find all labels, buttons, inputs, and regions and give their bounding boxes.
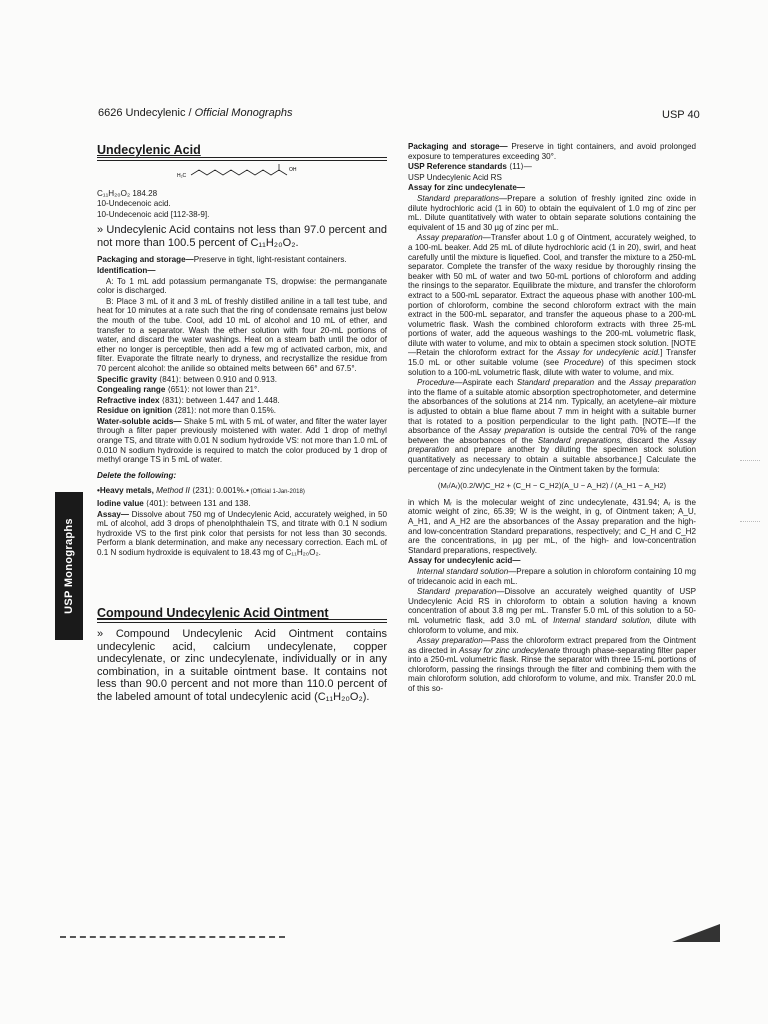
residue-on-ignition: Residue on ignition ⟨281⟩: not more than 0.15%.: [97, 406, 277, 416]
monograph-definition-2: » Compound Undecylenic Acid Ointment contains undecylenic acid, calcium undecylenate, copper undecylenate, or zinc undecylenate, individually or in any combination, in a suitable ointment base. It contains not less than 90.0 percent and not more than 110.0 percent of the labeled amount of total undecylenic acid (C₁₁H₂₀O₂).: [97, 628, 387, 703]
reference-item: USP Undecylenic Acid RS: [408, 172, 502, 182]
iodine-value: Iodine value ⟨401⟩: between 131 and 138.: [97, 499, 251, 509]
page-bottom-rule: [60, 936, 285, 938]
assay-preparation-2: Assay preparation—Pass the chloroform extract prepared from the Ointment as directed in Assay for zinc undecylenate through phase-separating filter paper into a 250-mL volumetric flask. Rinse the separator with three 15-mL portions of chloroform, passing the rinsings through the filter and combining them with the main chloroform solution, add chloroform to volume, and mix. Transfer 20.0 mL of this so-: [408, 636, 697, 694]
reference-standards: USP Reference standards ⟨11⟩—: [408, 162, 532, 172]
standard-preparation: Standard preparation—Dissolve an accurately weighed quantity of USP Undecylenic Acid RS in chloroform to obtain a solution having a known concentration of about 3.8 mg per mL. Transfer 5.0 mL of this solution to a 50-mL volumetric flask, add 3.0 mL of Internal standard solution, dilute with chloroform to volume, and mix.: [408, 587, 697, 635]
monograph-title-2: Compound Undecylenic Acid Ointment: [97, 609, 387, 621]
assay: Assay— Dissolve about 750 mg of Undecylenic Acid, accurately weighed, in 50 mL of alcohol, add 3 drops of phenolphthalein TS, and titrate with 0.1 N sodium hydroxide VS to the first pink color that persists for not less than 30 seconds. Perform a blank determination, and make any necessary correction. Each mL of 0.1 N sodium hydroxide is equivalent to 18.43 mg of C₁₁H₂₀O₂.: [97, 509, 387, 557]
packaging-section: Packaging and storage— Preserve in tight containers, and avoid prolonged exposure to temperatures exceeding 30°.: [408, 142, 696, 161]
formula-line: 10-Undecenoic acid [112-38-9].: [97, 209, 210, 219]
water-soluble-acids: Water-soluble acids— Shake 5 mL with 5 mL of water, and filter the water layer through a filter paper previously moistened with water. Add 1 drop of methyl orange TS, and titrate with 0.01 N sodium hydroxide VS: not more than 1.0 mL of 0.010 N sodium hydroxide is required to match the color produced by 1 drop of methyl orange TS in 5 mL of water.: [97, 416, 387, 465]
monograph-title: Undecylenic Acid: [97, 146, 387, 158]
chemical-structure: [97, 161, 387, 189]
undecylenic-assay-heading: Assay for undecylenic acid—: [408, 556, 521, 566]
zinc-assay-heading: Assay for zinc undecylenate—: [408, 183, 525, 193]
structure-label-left: H₂C: [177, 172, 187, 179]
section-tab-label: USP Monographs: [63, 518, 76, 614]
standard-preparations: Standard preparations—Prepare a solution of freshly ignited zinc oxide in dilute hydrochloric acid (1 in 60) to obtain the equivalent of 1.0 mg of zinc per mL. Dilute quantitatively with water to obtain separate solutions containing the equivalent of 15 and 30 µg of zinc per mL.: [408, 193, 696, 232]
running-header: [98, 107, 292, 119]
identification-a: A: To 1 mL add potassium permanganate TS, dropwise: the permanganate color is discharged.: [97, 276, 387, 296]
header-text: 6626 Undecylenic /: [98, 107, 195, 119]
left-column: [97, 143, 387, 709]
corner-scan-mark-icon: [672, 922, 720, 942]
identification-heading: Identification—: [97, 265, 156, 275]
formula-line: C₁₁H₂₀O₂ 184.28: [97, 188, 158, 198]
running-header-right: USP 40: [662, 109, 700, 121]
heavy-metals: •Heavy metals, Method II ⟨231⟩: 0.001%.• (Official 1-Jan-2018): [97, 486, 305, 496]
refractive-index: Refractive index ⟨831⟩: between 1.447 and 1.448.: [97, 395, 280, 405]
structure-label-right: OH: [289, 166, 297, 173]
header-italic: Official Monographs: [194, 107, 293, 119]
margin-marks: [740, 460, 760, 522]
formula-line: 10-Undecenoic acid.: [97, 199, 171, 209]
delete-note: Delete the following:: [97, 470, 177, 480]
procedure: Procedure—Aspirate each Standard preparation and the Assay preparation into the flame of a suitable atomic absorption spectrophotometer, and determine the absorbances of the solutions at 214 nm. Typically, an acetylene–air mixture is adjusted to obtain a blue flame about 7 mm in height with a suitable burner that is rotated to a position perpendicular to the light path. [NOTE—If the absorbance of the Assay preparation is outside the central 70% of the range between the absorbances of the Standard preparations, discard the Assay preparation and prepare another by diluting the specimen stock solution quantitatively as necessary to obtain a suitable absorbance.] Calculate the percentage of zinc undecylenate in the Ointment taken by the formula:: [408, 378, 696, 474]
monograph-definition: » Undecylenic Acid contains not less than 97.0 percent and not more than 100.5 percent of C₁₁H₂₀O₂.: [97, 224, 387, 249]
formula-legend: in which Mᵣ is the molecular weight of zinc undecylenate, 431.94; Aᵣ is the atomic weight of zinc, 65.39; W is the weight, in g, of Ointment taken; A_U, A_H1, and A_H2 are the absorbances of the Assay preparation and the high- and low-concentration Standard preparations, respectively; and C_H and C_H2 are the concentrations, in µg per mL, of the high- and low-concentration Standard preparations, respectively.: [408, 497, 696, 555]
specific-gravity: Specific gravity ⟨841⟩: between 0.910 and 0.913.: [97, 374, 278, 384]
title-rule: [97, 622, 387, 623]
right-column: [408, 142, 696, 695]
carbon-chain: [191, 170, 287, 175]
congealing-range: Congealing range ⟨651⟩: not lower than 21°.: [97, 385, 260, 395]
packaging-section: Packaging and storage—Preserve in tight, light-resistant containers.: [97, 255, 347, 265]
assay-preparation: Assay preparation—Transfer about 1.0 g of Ointment, accurately weighed, to a 100-mL beaker. Add 25 mL of dilute hydrochloric acid (1 in 20), swirl, and heat carefully until the mixture is liquefied. Cool, and transfer the mixture to a 250-mL separator. Complete the transfer of the waxy residue by thoroughly rinsing the beaker with 50 mL of water and two 50-mL portions of chloroform and adding the rinsings to the separator. Equilibrate the mixture, and transfer the chloroform extract to a 500-mL separator. Extract the aqueous phase with another 100-mL portion of chloroform, combine the second chloroform extract with the main extract in the 500-mL separator, and transfer the aqueous phase to a 200-mL volumetric flask. Wash the combined chloroform extracts with three 25-mL portions of water, add the aqueous washings to the 200-mL volumetric flask, dilute with water to volume, and mix to obtain a specimen stock solution. [NOTE—Retain the chloroform extract for the Assay for undecylenic acid.] Transfer 15.0 mL or other suitable volume (see Procedure) of this specimen stock solution to a 100-mL volumetric flask, dilute with water to volume, and mix.: [408, 233, 697, 377]
identification-b: B: Place 3 mL of it and 3 mL of freshly distilled aniline in a tall test tube, and heat for 10 minutes at a rate such that the ring of condensate remains just below the mouth of the tube. Cool, add 10 mL of alcohol and 10 mL of ether, and transfer to a separator. Wash the ether solution with four 20-mL portions of water, and discard the water washings. Heat on a steam bath until the odor of ether no longer is perceptible, then add a few mg of activated carbon, mix, and filter. Evaporate the filtrate nearly to dryness, and recrystallize the residue from 70 percent alcohol: the anilide so obtained melts between 66° and 67.5°.: [97, 296, 387, 373]
calculation-formula: (Mᵣ/Aᵣ)(0.2/W)C_H2 + (C_H − C_H2)(A_U − A_H2) / (A_H1 − A_H2): [437, 481, 667, 491]
internal-standard: Internal standard solution—Prepare a solution in chloroform containing 10 mg of tridecanoic acid in each mL.: [408, 566, 696, 586]
section-tab: [55, 492, 83, 640]
